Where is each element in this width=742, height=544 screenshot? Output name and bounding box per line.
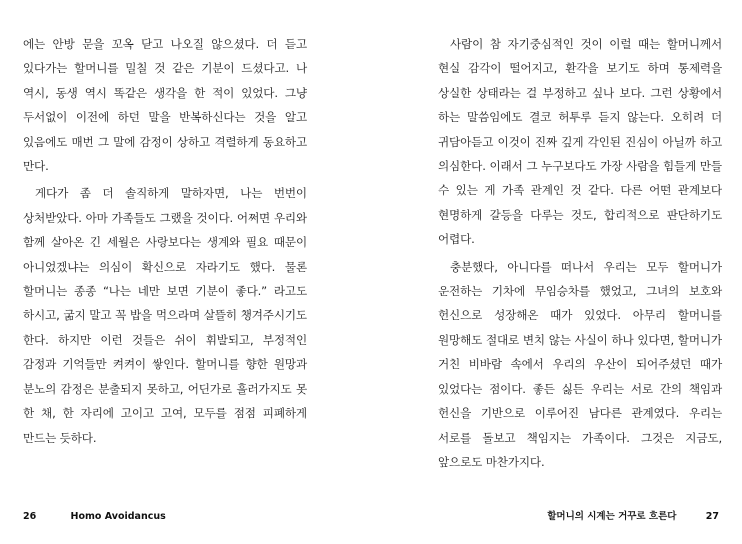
- left-paragraph-2: 게다가 좀 더 솔직하게 말하자면, 나는 번번이 상처받았다. 아마 가족들도 그랬을 것이다. 어쩌면 우리와 함께 살아온 긴 세월은 사랑보다는 생계와 필요 때문이 아니었겠냐는 의심이 확신으로 자라기도 했다. 물론 할머니는 종종 “나는 네만 보면 기분이 좋다.” 라고도 하시고, 굶지 말고 꼭 밥을 먹으라며 살뜰히 챙겨주시기도 한다. 하지만 이런 것들은 쉬이 휘발되고, 부정적인 감정과 기억들만 켜켜이 쌓인다. 할머니를 향한 원망과 분노의 감정은 분출되지 못하고, 어딘가로 흘러가지도 못 한 채, 한 자리에 고이고 고여, 모두를 점점 피폐하게 만드는 듯하다.: [23, 186, 307, 445]
- left-paragraph-1: 에는 안방 문을 꼬옥 닫고 나오질 않으셨다. 더 듣고 있다가는 할머니를 밀칠 것 같은 기분이 드셨다고. 나 역시, 동생 역시 똑같은 생각을 한 적이 있었다. 그냥 두서없이 이전에 하던 말을 반복하신다는 것을 알고 있음에도 매번 그 말에 감정이 상하고 격렬하게 동요하고 만다.: [23, 37, 307, 174]
- running-title-left: Homo Avoidancus: [70, 511, 166, 522]
- left-footer: [23, 511, 166, 523]
- right-footer: [547, 511, 719, 523]
- page-number-left: 26: [23, 511, 37, 522]
- right-page: [371, 0, 742, 544]
- right-paragraph-1: 사람이 참 자기중심적인 것이 이럴 때는 할머니께서 현실 감각이 떨어지고, 환각을 보기도 하며 통제력을 상실한 상태라는 걸 부정하고 싶나 보다. 그런 상황에서 하는 말씀임에도 결코 허투루 듣지 않는다. 오히려 더 귀담아듣고 이것이 진짜 깊게 각인된 진심이 아닐까 하고 의심한다. 이래서 그 누구보다도 가장 사람을 힘들게 만들 수 있는 게 가족 관계인 것 같다. 다른 어떤 관계보다 현명하게 갈등을 다루는 것도, 합리적으로 판단하기도 어렵다.: [438, 37, 722, 247]
- right-paragraph-2: 충분했다, 아니다를 떠나서 우리는 모두 할머니가 운전하는 기차에 무임승차를 했었고, 그녀의 보호와 헌신으로 성장해온 때가 있었다. 아무리 할머니를 원망해도 절대로 변치 않는 사실이 하나 있다면, 할머니가 거친 비바람 속에서 우리의 우산이 되어주셨던 때가 있었다는 점이다. 좋든 싫든 우리는 서로 간의 책임과 헌신을 기반으로 이루어진 남다른 관계였다. 우리는 서로를 돌보고 책임지는 가족이다. 그것은 지금도, 앞으로도 마찬가지다.: [438, 259, 722, 469]
- page-number-right: 27: [705, 511, 719, 522]
- right-page-body: [438, 32, 722, 474]
- left-page-body: [23, 32, 307, 450]
- running-title-right: 할머니의 시계는 거꾸로 흐른다: [547, 511, 677, 522]
